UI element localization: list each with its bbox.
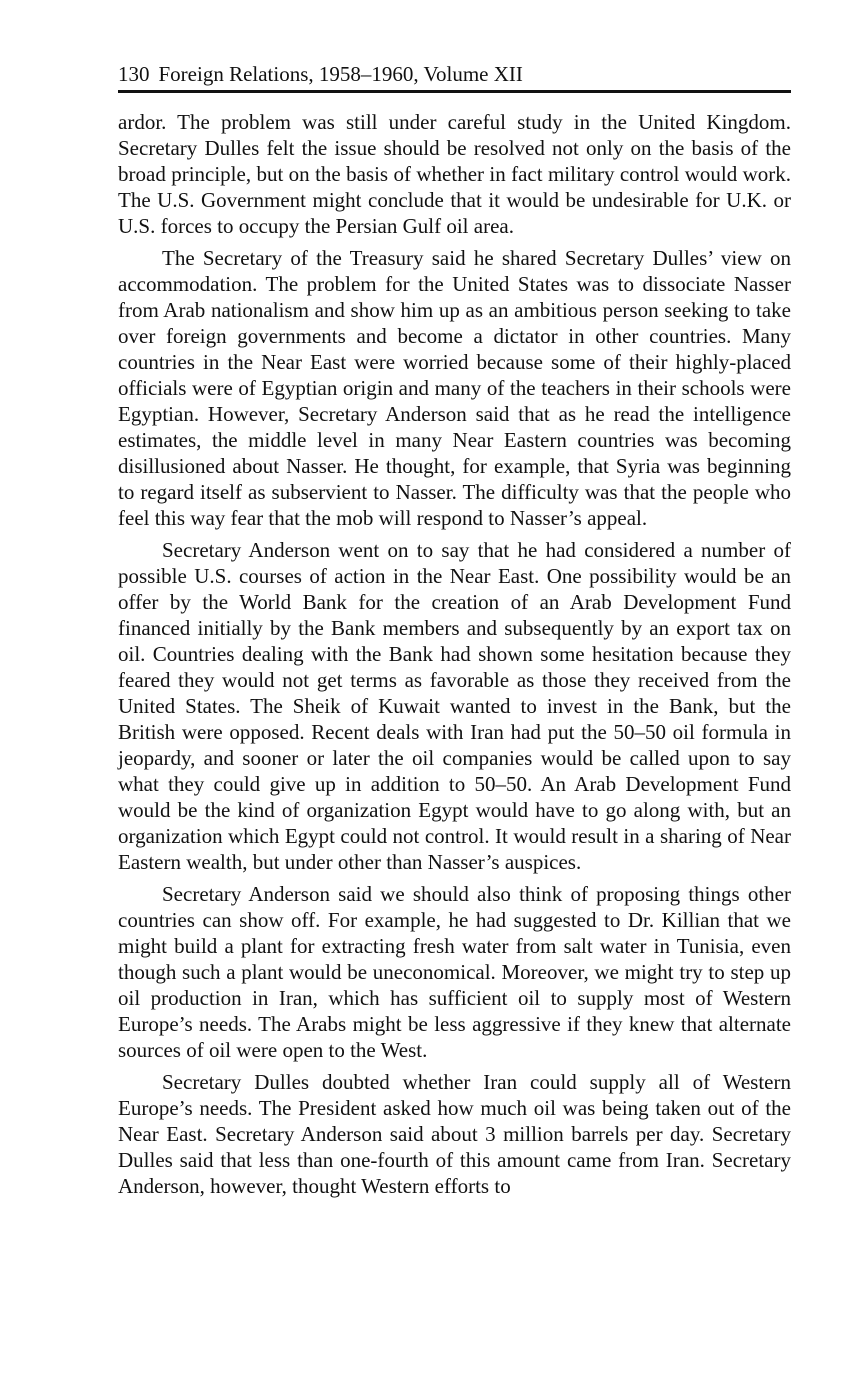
volume-title: Foreign Relations, 1958–1960, Volume XII [158,62,523,86]
paragraph-1: ardor. The problem was still under careful study in the United Kingdom. Secretary Dulles felt the issue should be resolved not only on the basis of the broad principle, but on the basis of whether in fact military control would work. The U.S. Government might conclude that it would be undesirable for U.K. or U.S. forces to occupy the Persian Gulf oil area. [118,110,791,238]
paragraph-2: The Secretary of the Treasury said he shared Secretary Dulles’ view on accommodation. The problem for the United States was to dissociate Nasser from Arab nationalism and show him up as an ambitious person seeking to take over foreign governments and become a dictator in other countries. Many countries in the Near East were worried because some of their highly-placed officials were of Egyptian origin and many of the teachers in their schools were Egyptian. However, Secretary Anderson said that as he read the intelligence estimates, the middle level in many Near Eastern countries was becoming disillusioned about Nasser. He thought, for example, that Syria was beginning to regard itself as subservient to Nasser. The difficulty was that the people who feel this way fear that the mob will respond to Nasser’s appeal. [118,246,791,530]
running-head [118,60,791,93]
page-number: 130 [118,62,150,86]
document-page [118,60,791,1205]
paragraph-4: Secretary Anderson said we should also think of proposing things other countries can show off. For example, he had suggested to Dr. Killian that we might build a plant for extracting fresh water from salt water in Tunisia, even though such a plant would be uneconomical. Moreover, we might try to step up oil production in Iran, which has sufficient oil to supply most of Western Europe’s needs. The Arabs might be less aggressive if they knew that alternate sources of oil were open to the West. [118,882,791,1062]
body-text [118,109,791,1199]
paragraph-5: Secretary Dulles doubted whether Iran could supply all of Western Europe’s needs. The President asked how much oil was being taken out of the Near East. Secretary Anderson said about 3 million barrels per day. Secretary Dulles said that less than one-fourth of this amount came from Iran. Secretary Anderson, however, thought Western efforts to [118,1070,791,1198]
paragraph-3: Secretary Anderson went on to say that he had considered a number of possible U.S. courses of action in the Near East. One possibility would be an offer by the World Bank for the creation of an Arab Development Fund financed initially by the Bank members and subsequently by an export tax on oil. Countries dealing with the Bank had shown some hesitation because they feared they would not get terms as favorable as those they received from the United States. The Sheik of Kuwait wanted to invest in the Bank, but the British were opposed. Recent deals with Iran had put the 50–50 oil formula in jeopardy, and sooner or later the oil companies would be called upon to say what they could give up in addition to 50–50. An Arab Development Fund would be the kind of organization Egypt would have to go along with, but an organization which Egypt could not control. It would result in a sharing of Near Eastern wealth, but under other than Nasser’s auspices. [118,538,791,874]
